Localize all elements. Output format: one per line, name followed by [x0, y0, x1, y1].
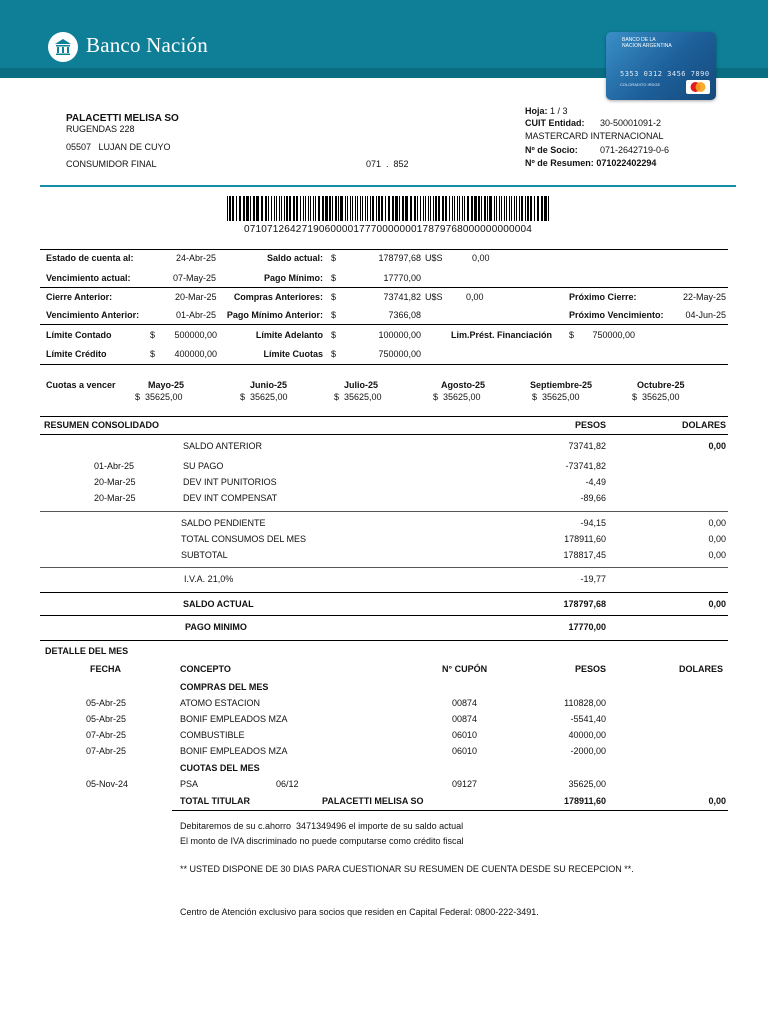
barcode-bar [395, 196, 398, 221]
financing-limit-label: Lim.Prést. Financiación [451, 330, 553, 340]
barcode-bar [467, 196, 469, 221]
barcode-bar [402, 196, 404, 221]
previous-min-payment-value: 7366,08 [388, 310, 421, 320]
barcode-bar [405, 196, 408, 221]
detail-coupon-header: N° CUPÓN [442, 664, 488, 674]
previous-due-label: Vencimiento Anterior: [46, 310, 140, 320]
installment-month: Agosto-25 [441, 380, 486, 390]
barcode-bar [268, 196, 269, 221]
current-balance-total-pesos: 178797,68 [563, 599, 606, 609]
upcoming-installments-label: Cuotas a vencer [46, 380, 116, 390]
debit-note: Debitaremos de su c.ahorro 3471349496 el importe de su saldo actual [180, 821, 464, 831]
previous-purchases-currency: $ [331, 292, 337, 302]
card-number: 5353 0312 3456 7890 [620, 70, 710, 78]
sheet-info [525, 106, 568, 116]
detail-concept-header: CONCEPTO [180, 664, 231, 674]
customer-name: PALACETTI MELISA SO [66, 113, 179, 124]
previous-min-payment-currency: $ [331, 310, 337, 320]
previous-purchases-value: 73741,82 [383, 292, 421, 302]
barcode-bar [256, 196, 259, 221]
barcode-bar [303, 196, 304, 221]
payment-pesos: -89,66 [580, 493, 606, 503]
installment-amount: $ 35625,00 [240, 392, 288, 402]
installment-month: Mayo-25 [148, 380, 185, 390]
barcode-bar [318, 196, 320, 221]
detail-pesos-header: PESOS [574, 664, 606, 674]
statement-number-label: Nº de Resumen: [525, 158, 594, 168]
barcode-bar [392, 196, 394, 221]
barcode-bar [410, 196, 412, 221]
barcode-bar [484, 196, 486, 221]
vat-pesos: -19,77 [580, 574, 606, 584]
barcode-bar [494, 196, 495, 221]
cash-limit-label: Límite Contado [46, 330, 112, 340]
subtotal-dollars: 0,00 [708, 518, 726, 528]
barcode-bar [519, 196, 520, 221]
barcode-bar [511, 196, 512, 221]
consolidated-header-rule [40, 434, 728, 435]
barcode-bar [471, 196, 473, 221]
holder-total-dollars: 0,00 [708, 796, 726, 806]
subtotal-pesos: 178911,60 [564, 534, 606, 544]
previous-purchases-usd-currency: U$S [425, 292, 443, 302]
holder-total-name: PALACETTI MELISA SO [322, 796, 424, 806]
barcode-bar [525, 196, 526, 221]
subtotal-pesos: -94,15 [580, 518, 606, 528]
installment-amount: $ 35625,00 [433, 392, 481, 402]
previous-balance-concept: SALDO ANTERIOR [183, 441, 263, 451]
barcode-bar [548, 196, 549, 221]
current-balance-currency: $ [331, 253, 337, 263]
installments-section-title: CUOTAS DEL MES [180, 763, 260, 773]
purchases-section-title: COMPRAS DEL MES [180, 682, 269, 692]
previous-purchases-usd-value: 0,00 [466, 292, 484, 302]
barcode-bar [534, 196, 535, 221]
purchase-coupon: 00874 [452, 698, 478, 708]
cash-limit-currency: $ [150, 330, 156, 340]
barcode-bar [370, 196, 371, 221]
barcode-bar [276, 196, 277, 221]
barcode-bar [521, 196, 523, 221]
barcode-bar [261, 196, 263, 221]
barcode-bar [227, 196, 228, 221]
consolidated-pesos-header: PESOS [574, 420, 606, 430]
barcode-bar [322, 196, 324, 221]
barcode-bar [367, 196, 368, 221]
barcode-bar [335, 196, 337, 221]
previous-min-payment-label: Pago Mínimo Anterior: [226, 310, 323, 320]
barcode-bar [499, 196, 500, 221]
barcode-bar [352, 196, 353, 221]
previous-balance-pesos: 73741,82 [568, 441, 606, 451]
installment-amount: $ 35625,00 [135, 392, 183, 402]
barcode-bar [445, 196, 447, 221]
subtotal-pesos: 178817,45 [563, 550, 606, 560]
member-number-value: 071-2642719-0-6 [600, 145, 670, 155]
summary-top-rule [40, 249, 728, 250]
purchase-concept: BONIF EMPLEADOS MZA [180, 746, 288, 756]
consolidated-bottom-rule [40, 640, 728, 641]
statement-number-value: 071022402294 [596, 158, 657, 168]
holder-total-label: TOTAL TITULAR [180, 796, 250, 806]
barcode-bar [372, 196, 374, 221]
barcode-bar [457, 196, 458, 221]
limits-top-rule [40, 324, 728, 325]
barcode-bar [308, 196, 309, 221]
customer-tax-condition: CONSUMIDOR FINAL [66, 159, 157, 169]
installment-limit-value: 750000,00 [378, 349, 421, 359]
installment-row-coupon: 09127 [452, 779, 478, 789]
installment-row-number: 06/12 [276, 779, 299, 789]
barcode-bar [385, 196, 386, 221]
barcode-bar [289, 196, 291, 221]
installment-amount: $ 35625,00 [632, 392, 680, 402]
previous-balance-dollars: 0,00 [708, 441, 726, 451]
card-holder: COLORADITO IRDGE [620, 82, 661, 87]
barcode-bar [438, 196, 440, 221]
barcode-number: 07107126427190600001777000000017879768000000000004 [243, 224, 533, 235]
barcode-bar [504, 196, 505, 221]
statement-number [525, 158, 656, 168]
customer-postal-city: 05507 LUJAN DE CUYO [66, 142, 171, 152]
barcode-bar [428, 196, 429, 221]
barcode-bar [232, 196, 234, 221]
payment-concept: DEV INT PUNITORIOS [183, 477, 277, 487]
payment-date: 20-Mar-25 [94, 493, 136, 503]
barcode-bar [355, 196, 356, 221]
limits-bottom-rule [40, 364, 728, 365]
subtotal-dollars: 0,00 [708, 550, 726, 560]
advance-limit-currency: $ [331, 330, 337, 340]
mastercard-logo-icon [686, 80, 710, 94]
purchase-date: 07-Abr-25 [86, 730, 127, 740]
barcode-bar [449, 196, 450, 221]
credit-limit-label: Límite Crédito [46, 349, 107, 359]
barcode-bar [365, 196, 366, 221]
current-balance-label: Saldo actual: [266, 253, 323, 263]
previous-close-label: Cierre Anterior: [46, 292, 113, 302]
barcode-bar [271, 196, 272, 221]
barcode-bar [516, 196, 517, 221]
current-balance-total-dollars: 0,00 [708, 599, 726, 609]
cuit-value: 30-50001091-2 [600, 118, 662, 128]
barcode-bar [239, 196, 241, 221]
installment-limit-currency: $ [331, 349, 337, 359]
consolidated-rule-5 [40, 615, 728, 616]
holder-total-pesos: 178911,60 [563, 796, 606, 806]
purchase-pesos: 110828,00 [564, 698, 606, 708]
cash-limit-value: 500000,00 [174, 330, 217, 340]
sheet-value: 1 / 3 [550, 106, 568, 116]
barcode-bar [430, 196, 431, 221]
statement-date-value: 24-Abr-25 [176, 253, 217, 263]
barcode-bar [265, 196, 267, 221]
advance-limit-label: Límite Adelanto [255, 330, 323, 340]
barcode-bar [442, 196, 444, 221]
minimum-payment-currency: $ [331, 273, 337, 283]
barcode-bar [496, 196, 497, 221]
payment-date: 01-Abr-25 [94, 461, 135, 471]
installment-month: Julio-25 [344, 380, 379, 390]
barcode-bar [305, 196, 306, 221]
barcode-bar [537, 196, 539, 221]
current-balance-usd-value: 0,00 [472, 253, 490, 263]
barcode-bar [378, 196, 380, 221]
barcode-bar [478, 196, 480, 221]
installment-row-pesos: 35625,00 [568, 779, 606, 789]
next-close-value: 22-May-25 [682, 292, 726, 302]
barcode-bar [313, 196, 314, 221]
barcode-bar [514, 196, 515, 221]
card-bank-line-2: NACION ARGENTINA [622, 43, 672, 49]
purchase-coupon: 00874 [452, 714, 478, 724]
summary-mid-rule [40, 287, 728, 288]
barcode-bar [435, 196, 437, 221]
previous-purchases-label: Compras Anteriores: [233, 292, 323, 302]
minimum-payment-total-concept: PAGO MINIMO [185, 622, 247, 632]
purchase-concept: ATOMO ESTACION [180, 698, 261, 708]
cuit-label: CUIT Entidad: [525, 118, 585, 128]
minimum-payment-value: 17770,00 [383, 273, 421, 283]
barcode-bar [284, 196, 285, 221]
payment-concept: DEV INT COMPENSAT [183, 493, 278, 503]
installment-month: Junio-25 [250, 380, 288, 390]
next-close-label: Próximo Cierre: [569, 292, 637, 302]
installment-month: Septiembre-25 [530, 380, 593, 390]
detail-dollars-header: DOLARES [678, 664, 723, 674]
sheet-label: Hoja: [525, 106, 548, 116]
installment-amount: $ 35625,00 [334, 392, 382, 402]
barcode-bar [381, 196, 383, 221]
due-date-value: 07-May-25 [173, 273, 217, 283]
barcode-bar [423, 196, 424, 221]
barcode-bar [347, 196, 348, 221]
barcode-bar [388, 196, 390, 221]
barcode-bar [350, 196, 351, 221]
barcode-bar [544, 196, 547, 221]
credit-limit-value: 400000,00 [174, 349, 217, 359]
detail-date-header: FECHA [90, 664, 121, 674]
barcode-bar [279, 196, 280, 221]
advance-limit-value: 100000,00 [378, 330, 421, 340]
payment-pesos: -73741,82 [565, 461, 606, 471]
barcode-bar [253, 196, 255, 221]
barcode-bar [506, 196, 507, 221]
barcode-bar [236, 196, 237, 221]
subtotal-dollars: 0,00 [708, 534, 726, 544]
barcode-bar [417, 196, 418, 221]
purchase-coupon: 06010 [452, 730, 478, 740]
barcode-bar [300, 196, 301, 221]
barcode-bar [527, 196, 529, 221]
purchase-pesos: 40000,00 [568, 730, 606, 740]
purchase-pesos: -5541,40 [570, 714, 606, 724]
purchase-concept: COMBUSTIBLE [180, 730, 245, 740]
credit-limit-currency: $ [150, 349, 156, 359]
barcode-bar [462, 196, 463, 221]
customer-street: RUGENDAS 228 [66, 124, 135, 134]
purchase-date: 05-Abr-25 [86, 714, 127, 724]
barcode-bar [433, 196, 434, 221]
barcode-bar [487, 196, 488, 221]
barcode-bar [454, 196, 455, 221]
minimum-payment-label: Pago Mínimo: [264, 273, 323, 283]
credit-card-image [606, 32, 716, 100]
vat-concept: I.V.A. 21,0% [184, 574, 234, 584]
barcode-bar [360, 196, 361, 221]
card-network: MASTERCARD INTERNACIONAL [525, 131, 664, 141]
detail-title: DETALLE DEL MES [45, 646, 129, 656]
barcode-bar [246, 196, 249, 221]
purchase-pesos: -2000,00 [570, 746, 606, 756]
barcode-bar [530, 196, 532, 221]
minimum-payment-total-pesos: 17770,00 [568, 622, 606, 632]
barcode-bar [501, 196, 502, 221]
previous-due-value: 01-Abr-25 [176, 310, 217, 320]
barcode-bar [332, 196, 333, 221]
barcode-bar [464, 196, 465, 221]
barcode-bar [459, 196, 460, 221]
barcode-bar [452, 196, 453, 221]
card-bank-line-1: BANCO DE LA [622, 37, 656, 43]
subtotal-concept: TOTAL CONSUMOS DEL MES [181, 534, 307, 544]
next-due-label: Próximo Vencimiento: [569, 310, 664, 320]
detail-bottom-rule [172, 810, 728, 811]
barcode-image [227, 196, 549, 221]
barcode-bar [293, 196, 295, 221]
installment-amount: $ 35625,00 [532, 392, 580, 402]
branch-code: 071 . 852 [366, 159, 409, 169]
barcode-bar [474, 196, 477, 221]
payment-pesos: -4,49 [585, 477, 606, 487]
next-due-value: 04-Jun-25 [685, 310, 726, 320]
payment-concept: SU PAGO [183, 461, 224, 471]
consolidated-title: RESUMEN CONSOLIDADO [44, 420, 160, 430]
consolidated-dollars-header: DOLARES [681, 420, 726, 430]
current-balance-value: 178797,68 [378, 253, 421, 263]
due-date-label: Vencimiento actual: [46, 273, 131, 283]
installment-row-concept: PSA [180, 779, 199, 789]
subtotal-concept: SALDO PENDIENTE [181, 518, 266, 528]
header-divider [40, 185, 736, 187]
vat-note: El monto de IVA discriminado no puede computarse como crédito fiscal [180, 836, 464, 846]
service-center-note: Centro de Atención exclusivo para socios que residen en Capital Federal: 0800-222-3491. [180, 907, 539, 917]
barcode-bar [315, 196, 316, 221]
financing-limit-value: 750000,00 [592, 330, 635, 340]
purchase-date: 05-Abr-25 [86, 698, 127, 708]
purchase-coupon: 06010 [452, 746, 478, 756]
barcode-bar [329, 196, 331, 221]
barcode-bar [281, 196, 282, 221]
dispute-note: ** USTED DISPONE DE 30 DIAS PARA CUESTIONAR SU RESUMEN DE CUENTA DESDE SU RECEPCION **. [180, 864, 634, 874]
consolidated-rule-3 [40, 567, 728, 568]
bank-building-icon [48, 32, 78, 62]
installment-limit-label: Límite Cuotas [263, 349, 323, 359]
member-number-label: Nº de Socio: [525, 145, 578, 155]
barcode-bar [243, 196, 245, 221]
installment-row-date: 05-Nov-24 [86, 779, 129, 789]
barcode-bar [250, 196, 251, 221]
barcode-bar [345, 196, 346, 221]
barcode-bar [286, 196, 288, 221]
purchase-date: 07-Abr-25 [86, 746, 127, 756]
barcode-bar [376, 196, 377, 221]
barcode-bar [509, 196, 510, 221]
barcode-bar [541, 196, 543, 221]
barcode-bar [338, 196, 339, 221]
card-bank-text [622, 37, 672, 49]
purchase-concept: BONIF EMPLEADOS MZA [180, 714, 288, 724]
barcode-bar [310, 196, 311, 221]
current-balance-total-concept: SALDO ACTUAL [183, 599, 254, 609]
barcode-bar [325, 196, 328, 221]
barcode-bar [357, 196, 358, 221]
subtotal-concept: SUBTOTAL [181, 550, 228, 560]
statement-date-label: Estado de cuenta al: [46, 253, 134, 263]
barcode-bar [274, 196, 275, 221]
installment-month: Octubre-25 [637, 380, 685, 390]
current-balance-usd-currency: U$S [425, 253, 443, 263]
barcode-bar [481, 196, 482, 221]
financing-limit-currency: $ [569, 330, 575, 340]
barcode-bar [340, 196, 343, 221]
barcode-bar [489, 196, 492, 221]
previous-close-value: 20-Mar-25 [175, 292, 217, 302]
barcode-bar [414, 196, 416, 221]
barcode-bar [425, 196, 426, 221]
payment-date: 20-Mar-25 [94, 477, 136, 487]
barcode-bar [420, 196, 421, 221]
barcode-bar [399, 196, 400, 221]
consolidated-top-rule [40, 416, 728, 417]
barcode-bar [362, 196, 363, 221]
consolidated-rule-4 [40, 592, 728, 593]
barcode-bar [296, 196, 298, 221]
consolidated-rule-2 [40, 511, 728, 512]
barcode-bar [229, 196, 231, 221]
bank-logo-text: Banco Nación [86, 33, 208, 57]
